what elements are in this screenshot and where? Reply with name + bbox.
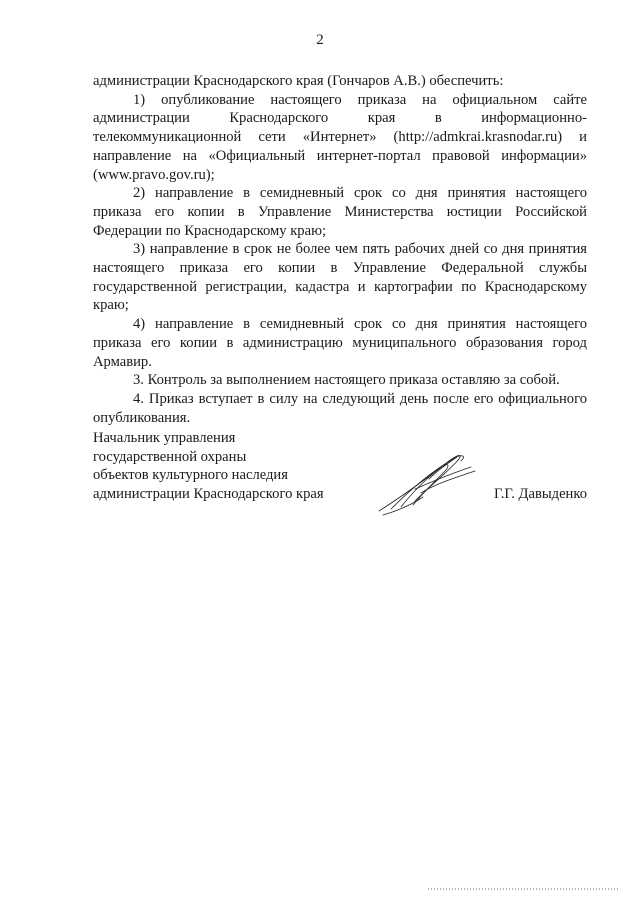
- body-paragraph: администрации Краснодарского края (Гончаров А.В.) обеспечить:: [93, 73, 504, 89]
- signature-block: [93, 429, 587, 509]
- body-paragraph: 3. Контроль за выполнением настоящего приказа оставляю за собой.: [133, 372, 560, 389]
- signatory-position-line: Начальник управления: [93, 430, 236, 446]
- handwritten-signature: [371, 449, 481, 519]
- footer-dotted-line: [428, 888, 618, 890]
- body-paragraph: 4. Приказ вступает в силу на следующий день после его официального опубликования.: [93, 390, 587, 426]
- signatory-position-line: администрации Краснодарского края: [93, 486, 324, 503]
- signatory-position-line: государственной охраны: [93, 448, 247, 465]
- body-paragraph: 3) направление в срок не более чем пять рабочих дней со дня принятия настоящего приказа его копии в Управление Федеральной службы государственной регистрации, кадастра и картографии по Краснодарскому краю;: [93, 241, 587, 314]
- signatory-name: Г.Г. Давыденко: [493, 486, 587, 502]
- body-paragraph: 2) направление в семидневный срок со дня принятия настоящего приказа его копии в Управление Министерства юстиции Российской Федерации по Краснодарскому краю;: [93, 185, 587, 239]
- page-number: 2: [316, 32, 324, 48]
- document-body: [93, 72, 587, 427]
- body-paragraph: 1) опубликование настоящего приказа на официальном сайте администрации Краснодарского края в информационно-телекоммуникационной сети «Интернет» (http://admkrai.krasnodar.ru) и направление на «Официальный интернет-портал правовой информации» (www.pravo.gov.ru);: [93, 91, 587, 183]
- body-paragraph: 4) направление в семидневный срок со дня принятия настоящего приказа его копии в администрацию муниципального образования город Армавир.: [93, 316, 587, 370]
- signatory-position-line: объектов культурного наследия: [93, 467, 288, 484]
